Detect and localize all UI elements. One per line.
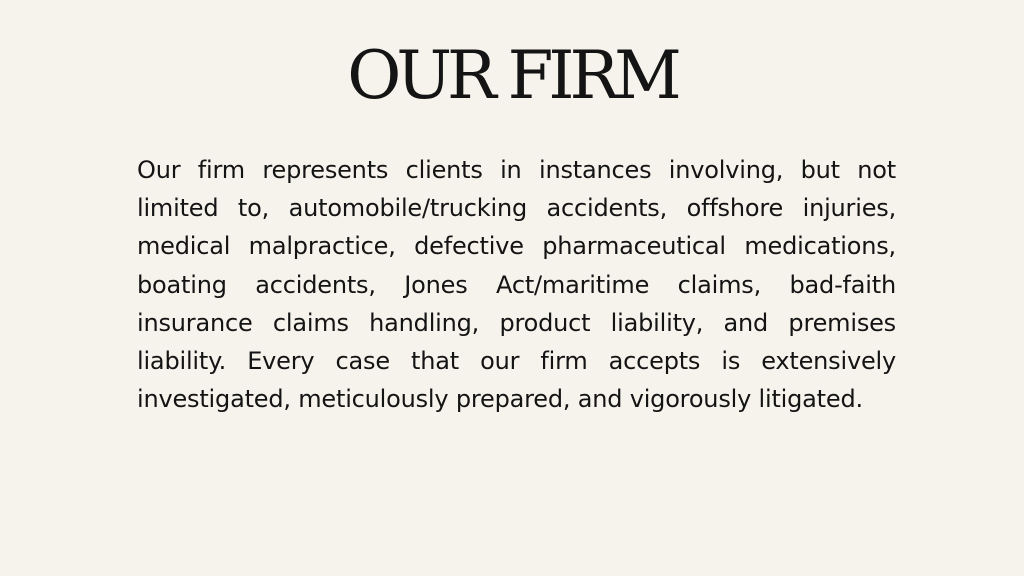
page-title: OUR FIRM [347, 37, 677, 114]
body-paragraph: Our firm represents clients in instances involving, but not limited to, automobile/trucking accidents, offshore injuries, medical malpractice, defective pharmaceutical medications, boating accidents, Jones Act/maritime claims, bad-faith insurance claims handling, product liability, and premises liability. Every case that our firm accepts is extensively investigated, meticulously prepared, and vigorously litigated. [137, 156, 896, 414]
